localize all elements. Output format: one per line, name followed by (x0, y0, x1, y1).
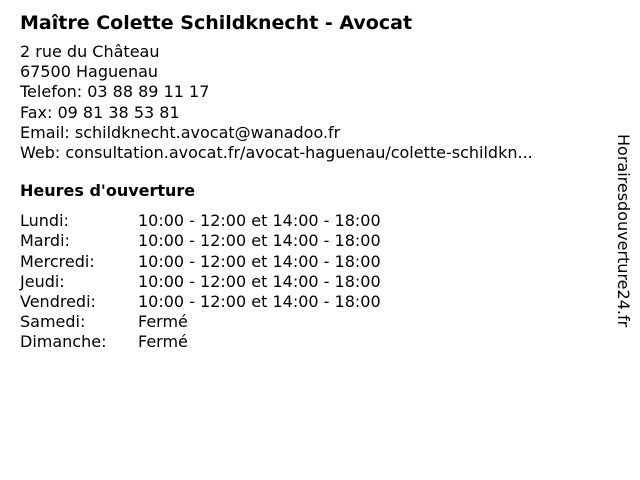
time-range: 10:00 - 12:00 et 14:00 - 18:00 (138, 271, 381, 291)
page-title: Maître Colette Schildknecht - Avocat (20, 12, 413, 34)
hours-row-mercredi (20, 252, 610, 272)
email-address: Email: schildknecht.avocat@wanadoo.fr (20, 122, 341, 142)
day-label: Dimanche: (20, 332, 107, 352)
time-range: Fermé (138, 332, 188, 352)
hours-row-vendredi (20, 292, 610, 312)
hours-row-jeudi (20, 272, 610, 292)
phone-number: Telefon: 03 88 89 11 17 (20, 82, 210, 102)
hours-row-samedi (20, 312, 610, 332)
time-range: 10:00 - 12:00 et 14:00 - 18:00 (138, 292, 381, 312)
opening-hours-table (20, 211, 610, 352)
contact-block (20, 42, 610, 163)
business-card (20, 9, 610, 353)
fax-number: Fax: 09 81 38 53 81 (20, 102, 180, 122)
day-label: Mardi: (20, 231, 70, 251)
opening-hours-heading: Heures d'ouverture (20, 181, 196, 201)
day-label: Mercredi: (20, 251, 95, 271)
hours-row-mardi (20, 231, 610, 251)
day-label: Vendredi: (20, 292, 96, 312)
site-watermark: Horairesdouverture24.fr (614, 134, 633, 328)
city-postal: 67500 Haguenau (20, 62, 159, 82)
day-label: Jeudi: (20, 271, 65, 291)
street-address: 2 rue du Château (20, 42, 160, 61)
hours-row-lundi (20, 211, 610, 231)
time-range: 10:00 - 12:00 et 14:00 - 18:00 (138, 251, 381, 271)
website-address: Web: consultation.avocat.fr/avocat-haguenau/colette-schildkn... (20, 143, 533, 163)
time-range: 10:00 - 12:00 et 14:00 - 18:00 (138, 231, 381, 251)
hours-row-dimanche (20, 332, 610, 352)
day-label: Lundi: (20, 211, 69, 231)
time-range: 10:00 - 12:00 et 14:00 - 18:00 (138, 211, 381, 231)
time-range: Fermé (138, 312, 188, 332)
day-label: Samedi: (20, 312, 86, 332)
